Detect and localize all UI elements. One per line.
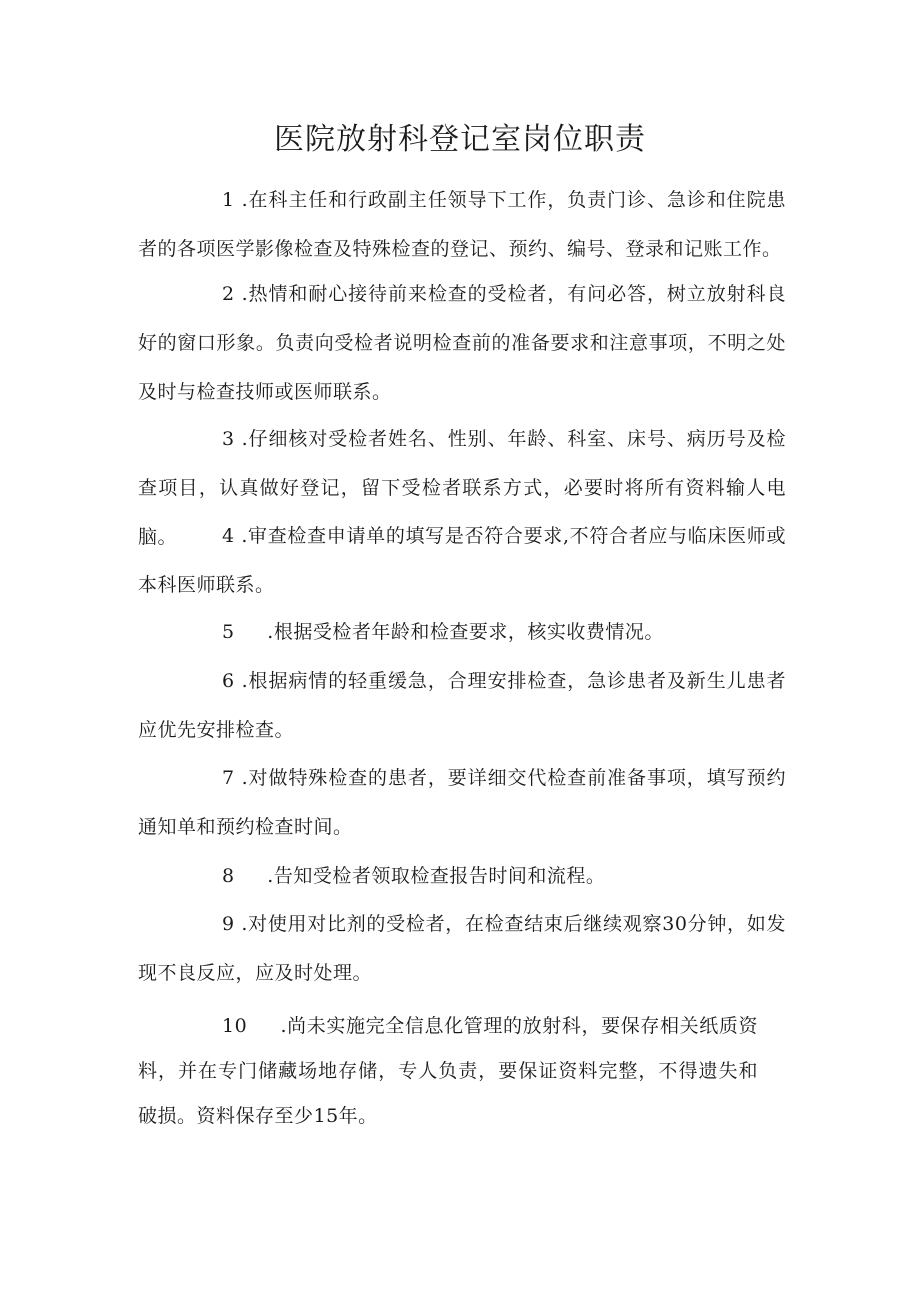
duty-item-10 <box>138 1004 758 1139</box>
item-text: .在科主任和行政副主任领导下工作，负责门诊、急诊和住院患者的各项医学影像检查及特殊检查的登记、预约、编号、登录和记账工作。 <box>138 189 786 260</box>
item-text: .审查检查申请单的填写是否符合要求,不符合者应与临床医师或本科医师联系。 <box>138 525 786 596</box>
duty-item-2 <box>138 270 786 417</box>
item-text: .根据受检者年龄和检查要求，核实收费情况。 <box>267 621 664 643</box>
duty-item-9 <box>138 900 786 998</box>
duty-item-1 <box>138 176 786 274</box>
duty-item-7 <box>138 754 786 852</box>
item-number: 5 <box>222 621 235 643</box>
item-number: 4 <box>222 525 235 547</box>
item-number: 8 <box>222 865 235 887</box>
document-title: 医院放射科登记室岗位职责 <box>274 122 646 157</box>
duty-item-6 <box>138 657 786 755</box>
item-number: 7 <box>222 767 235 789</box>
item-text: .对做特殊检查的患者，要详细交代检查前准备事项，填写预约通知单和预约检查时间。 <box>138 767 786 838</box>
item-text: .告知受检者领取检查报告时间和流程。 <box>267 865 606 887</box>
item-text: .对使用对比剂的受检者，在检查结束后继续观察30分钟，如发现不良反应，应及时处理。 <box>138 913 786 984</box>
item-number: 1 <box>222 189 235 211</box>
item-number: 9 <box>222 913 235 935</box>
item-number: 6 <box>222 670 235 692</box>
item-number: 2 <box>222 283 235 305</box>
duty-item-4 <box>138 512 786 610</box>
item-text: .仔细核对受检者姓名、性别、年龄、科室、床号、病历号及检查项目，认真做好登记，留下受检者联系方式，必要时将所有资料输人电脑。 <box>138 428 786 548</box>
item-text: .根据病情的轻重缓急，合理安排检查，急诊患者及新生儿患者应优先安排检查。 <box>138 670 786 741</box>
item-text: .热情和耐心接待前来检查的受检者，有问必答，树立放射科良好的窗口形象。负责向受检者说明检查前的准备要求和注意事项，不明之处及时与检查技师或医师联系。 <box>138 283 786 403</box>
item-number: 3 <box>222 428 235 450</box>
duty-item-5 <box>138 608 786 657</box>
item-number: 10 <box>222 1015 248 1037</box>
duty-item-8 <box>138 852 786 901</box>
item-text: .尚未实施完全信息化管理的放射科，要保存相关纸质资料，并在专门储藏场地存储，专人负责，要保证资料完整，不得遗失和破损。资料保存至少15年。 <box>138 1015 758 1127</box>
